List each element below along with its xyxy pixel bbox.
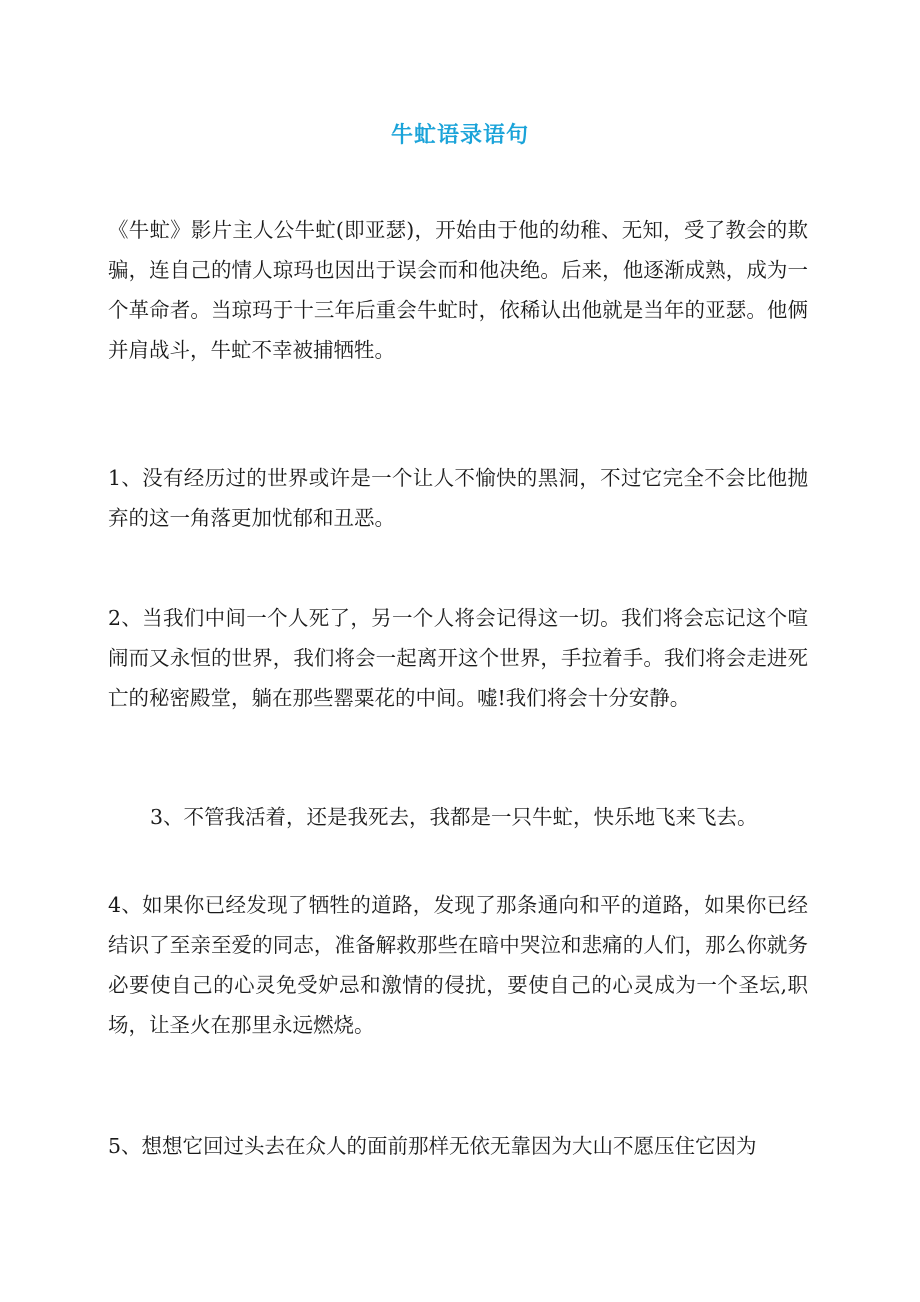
quote-3: 3、不管我活着，还是我死去，我都是一只牛虻，快乐地飞来飞去。 — [150, 805, 758, 829]
quote-5: 5、想想它回过头去在众人的面前那样无依无靠因为大山不愿压住它因为 — [108, 1134, 757, 1158]
page-title: 牛虻语录语句 — [390, 123, 529, 148]
quote-4: 4、如果你已经发现了牺牲的道路，发现了那条通向和平的道路，如果你已经结识了至亲至爱的同志，准备解救那些在暗中哭泣和悲痛的人们，那么你就务必要使自己的心灵免受妒忌和激情的侵扰，要使自己的心灵成为一个圣坛,职场，让圣火在那里永远燃烧。 — [108, 893, 808, 1037]
quote-1: 1、没有经历过的世界或许是一个让人不愉快的黑洞，不过它完全不会比他抛弃的这一角落更加忧郁和丑恶。 — [108, 466, 808, 530]
intro-paragraph: 《牛虻》影片主人公牛虻(即亚瑟)，开始由于他的幼稚、无知，受了教会的欺骗，连自己的情人琼玛也因出于误会而和他决绝。后来，他逐渐成熟，成为一个革命者。当琼玛于十三年后重会牛虻时，依稀认出他就是当年的亚瑟。他俩并肩战斗，牛虻不幸被捕牺牲。 — [108, 218, 808, 362]
quote-2: 2、当我们中间一个人死了，另一个人将会记得这一切。我们将会忘记这个喧闹而又永恒的世界，我们将会一起离开这个世界，手拉着手。我们将会走进死亡的秘密殿堂，躺在那些罂粟花的中间。嘘!我们将会十分安静。 — [108, 606, 808, 710]
